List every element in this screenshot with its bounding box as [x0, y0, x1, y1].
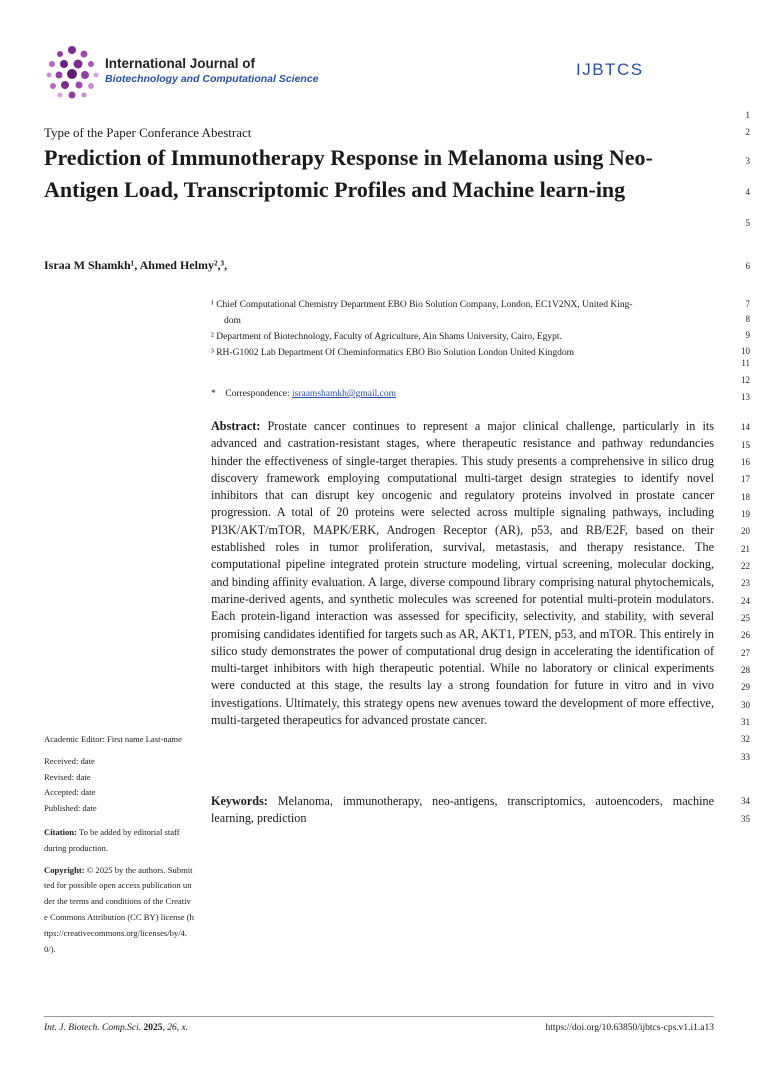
- line-number: 21: [741, 544, 750, 554]
- copyright-label: Copyright:: [44, 864, 85, 875]
- line-number: 7: [745, 299, 750, 309]
- abstract-text: Prostate cancer continues to represent a major clinical challenge, particularly in its advanced and castration-resistant stages, where therapeutic resistance and pathway redundancies hinder the effectiveness of single-target therapies. This study presents a comprehensive in silico drug discovery framework employing computational multi-target design strategies to identify novel inhibitors that can disrupt key oncogenic and regulatory proteins involved in prostate cancer progression. A total of 20 proteins were selected across multiple signaling pathways, including PI3K/AKT/mTOR, MAPK/ERK, Androgen Receptor (AR), p53, and RB/E2F, based on their established roles in tumor proliferation, survival, metastasis, and therapy resistance. The computational pipeline integrated protein structure modeling, virtual screening, molecular docking, and binding affinity evaluation. A large, diverse compound library comprising natural phytochemicals, marine-derived agents, and synthetic molecules was screened for potential multi-protein modulators. Each protein-ligand interaction was assessed for specificity, selectivity, and stability, with several promising candidates identified for targets such as AR, AKT1, PTEN, p53, and mTOR. This entirely in silico study demonstrates the power of computational drug design in accelerating the identification of multi-target inhibitors with high therapeutic potential. While no laboratory or clinical experiments were conducted at this stage, the results lay a strong foundation for future in vitro and in vivo investigations. Ultimately, this strategy opens new avenues toward the development of more effective, multi-targeted therapeutics for advanced prostate cancer.: [211, 419, 714, 728]
- line-number: 5: [745, 218, 750, 228]
- line-number: 6: [745, 261, 750, 271]
- line-number: 15: [741, 440, 750, 450]
- academic-editor: Academic Editor: First name Last-name: [44, 734, 182, 744]
- affiliation-2: ² Department of Biotechnology, Faculty of Agriculture, Ain Shams University, Cairo, Egypt.: [211, 332, 562, 342]
- abstract: [211, 418, 714, 729]
- affiliation-1-continued: dom: [224, 316, 241, 326]
- line-number: 8: [745, 314, 750, 324]
- journal-abbreviation: IJBTCS: [576, 60, 644, 79]
- line-number: 22: [741, 561, 750, 571]
- line-number: 10: [741, 346, 750, 356]
- affiliation-1: ¹ Chief Computational Chemistry Department EBO Bio Solution Company, London, EC1V2NX, United King-: [211, 300, 633, 310]
- line-number: 17: [741, 474, 750, 484]
- line-number: 9: [745, 330, 750, 340]
- line-number: 28: [741, 665, 750, 675]
- footer-divider: [44, 1016, 714, 1017]
- paper-type: Type of the Paper Conferance Abestract: [44, 125, 252, 140]
- line-number: 25: [741, 613, 750, 623]
- citation: [44, 825, 194, 857]
- journal-name-line1: International Journal of: [105, 56, 256, 71]
- affiliations: [211, 297, 711, 361]
- keywords-label: Keywords:: [211, 794, 268, 808]
- line-number: 14: [741, 422, 750, 432]
- line-number: 24: [741, 596, 750, 606]
- copyright-text: © 2025 by the authors. Submitted for possible open access publication under the terms and conditions of the Creative Commons Attribution (CC BY) license (https://creativecommons.org/licenses/by/4.0/).: [44, 864, 194, 954]
- line-number: 2: [745, 127, 750, 137]
- footer-doi[interactable]: https://doi.org/10.63850/ijbtcs-cps.v1.i1.a13: [545, 1023, 714, 1033]
- line-number: 18: [741, 492, 750, 502]
- journal-logo-icon: [44, 44, 100, 100]
- correspondence-email-link[interactable]: israamshamkh@gmail.com: [292, 389, 396, 399]
- line-number: 13: [741, 392, 750, 402]
- footer-citation: [44, 1023, 188, 1033]
- journal-name-line2: Biotechnology and Computational Science: [105, 73, 319, 85]
- line-number: 31: [741, 717, 750, 727]
- line-number: 30: [741, 700, 750, 710]
- line-number: 4: [745, 187, 750, 197]
- article-info-sidebar: [44, 732, 194, 963]
- keywords: [211, 793, 714, 828]
- line-number: 3: [745, 156, 750, 166]
- line-number: 23: [741, 578, 750, 588]
- footer-volume: , 26, x.: [162, 1023, 189, 1033]
- line-number: 35: [741, 814, 750, 824]
- line-number: 34: [741, 796, 750, 806]
- abstract-label: Abstract:: [211, 419, 261, 433]
- journal-name: [105, 56, 319, 86]
- copyright: [44, 863, 194, 958]
- published-date: Published: date: [44, 803, 97, 814]
- keywords-text: Melanoma, immunotherapy, neo-antigens, transcriptomics, autoencoders, machine learning, prediction: [211, 794, 714, 826]
- citation-text: To be added by editorial staff during production.: [44, 826, 180, 853]
- dates: [44, 754, 194, 817]
- footer-year: 2025: [143, 1023, 163, 1033]
- revised-date: Revised: date: [44, 771, 91, 782]
- line-number: 29: [741, 682, 750, 692]
- line-number: 26: [741, 630, 750, 640]
- line-number: 11: [741, 358, 750, 368]
- paper-title: Prediction of Immunotherapy Response in Melanoma using Neo-Antigen Load, Transcriptomic Profiles and Machine learn-ing: [44, 145, 653, 202]
- line-number: 16: [741, 457, 750, 467]
- citation-label: Citation:: [44, 826, 77, 837]
- line-number: 1: [745, 110, 750, 120]
- correspondence-label: * Correspondence:: [211, 389, 292, 399]
- received-date: Received: date: [44, 755, 95, 766]
- affiliation-3: ³ RH-G1002 Lab Department Of Cheminformatics EBO Bio Solution London United Kingdom: [211, 348, 575, 358]
- line-number: 12: [741, 375, 750, 385]
- line-number: 19: [741, 509, 750, 519]
- correspondence: [211, 389, 396, 399]
- line-number: 32: [741, 734, 750, 744]
- line-number: 27: [741, 648, 750, 658]
- footer-journal-abbr: Int. J. Biotech. Comp.Sci.: [44, 1023, 142, 1033]
- accepted-date: Accepted: date: [44, 787, 96, 798]
- line-number: 20: [741, 526, 750, 536]
- line-number: 33: [741, 752, 750, 762]
- authors: Israa M Shamkh¹, Ahmed Helmy²,³,: [44, 258, 228, 272]
